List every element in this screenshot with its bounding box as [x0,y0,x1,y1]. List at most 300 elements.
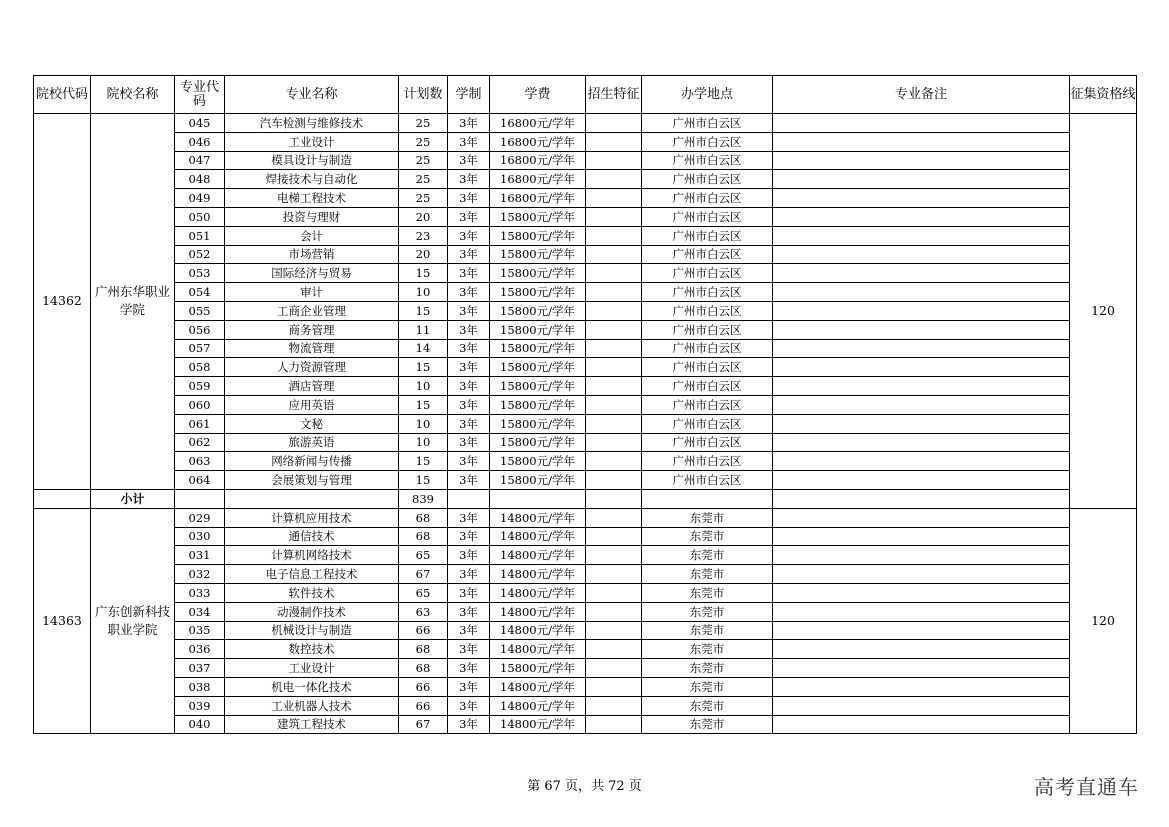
location-cell: 广州市白云区 [642,358,773,377]
location-cell: 东莞市 [642,565,773,584]
plan-cell: 65 [399,583,448,602]
table-row [34,659,1137,678]
threshold-cell: 120 [1070,114,1137,509]
location-cell: 东莞市 [642,696,773,715]
major-code-cell: 038 [175,677,225,696]
table-row [34,546,1137,565]
location-cell: 广州市白云区 [642,170,773,189]
major-code-cell: 035 [175,621,225,640]
table-row [34,189,1137,208]
note-cell [773,339,1070,358]
header-plan: 计划数 [399,76,448,114]
major-code-cell: 032 [175,565,225,584]
note-cell [773,414,1070,433]
major-name-cell: 人力资源管理 [225,358,399,377]
table-row [34,207,1137,226]
plan-cell: 14 [399,339,448,358]
location-cell: 广州市白云区 [642,264,773,283]
major-name-cell: 商务管理 [225,320,399,339]
fee-cell: 14800元/学年 [490,640,586,659]
plan-cell: 25 [399,189,448,208]
years-cell: 3年 [448,132,490,151]
location-cell: 广州市白云区 [642,414,773,433]
years-cell: 3年 [448,621,490,640]
table-row [34,640,1137,659]
years-cell: 3年 [448,245,490,264]
fee-cell: 15800元/学年 [490,659,586,678]
major-name-cell: 汽车检测与维修技术 [225,114,399,133]
table-row [34,583,1137,602]
fee-cell: 16800元/学年 [490,151,586,170]
header-major-name: 专业名称 [225,76,399,114]
feature-cell [586,283,642,302]
years-cell: 3年 [448,452,490,471]
years-cell: 3年 [448,395,490,414]
fee-cell: 15800元/学年 [490,301,586,320]
feature-cell [586,433,642,452]
subtotal-row [34,489,1137,508]
major-code-cell: 031 [175,546,225,565]
years-cell: 3年 [448,471,490,490]
feature-cell [586,602,642,621]
note-cell [773,114,1070,133]
table-row [34,414,1137,433]
feature-cell [586,377,642,396]
years-cell: 3年 [448,207,490,226]
table-row [34,471,1137,490]
major-code-cell: 056 [175,320,225,339]
table-row [34,358,1137,377]
plan-cell: 66 [399,696,448,715]
table-row [34,170,1137,189]
location-cell: 广州市白云区 [642,283,773,302]
major-code-cell: 058 [175,358,225,377]
table-row [34,715,1137,734]
years-cell: 3年 [448,508,490,527]
years-cell: 3年 [448,602,490,621]
note-cell [773,264,1070,283]
feature-cell [586,301,642,320]
school-code-cell: 14363 [34,508,91,734]
plan-cell: 20 [399,207,448,226]
plan-cell: 63 [399,602,448,621]
years-cell: 3年 [448,320,490,339]
fee-cell: 15800元/学年 [490,245,586,264]
years-cell: 3年 [448,715,490,734]
note-cell [773,377,1070,396]
fee-cell: 14800元/学年 [490,696,586,715]
note-cell [773,677,1070,696]
major-code-cell: 061 [175,414,225,433]
major-name-cell: 电子信息工程技术 [225,565,399,584]
major-code-cell: 048 [175,170,225,189]
location-cell: 广州市白云区 [642,395,773,414]
fee-cell: 14800元/学年 [490,565,586,584]
fee-cell: 15800元/学年 [490,377,586,396]
note-cell [773,245,1070,264]
location-cell: 广州市白云区 [642,189,773,208]
years-cell: 3年 [448,565,490,584]
note-cell [773,226,1070,245]
major-name-cell: 焊接技术与自动化 [225,170,399,189]
plan-cell: 66 [399,621,448,640]
note-cell [773,301,1070,320]
note-cell [773,546,1070,565]
feature-cell [586,527,642,546]
years-cell: 3年 [448,696,490,715]
feature-cell [586,114,642,133]
location-cell: 广州市白云区 [642,301,773,320]
note-cell [773,508,1070,527]
major-name-cell: 工商企业管理 [225,301,399,320]
header-years: 学制 [448,76,490,114]
note-cell [773,659,1070,678]
feature-cell [586,189,642,208]
table-row [34,452,1137,471]
table-row [34,151,1137,170]
subtotal-empty-cell [773,489,1070,508]
fee-cell: 16800元/学年 [490,189,586,208]
table-row [34,339,1137,358]
header-school-name: 院校名称 [91,76,175,114]
plan-cell: 15 [399,301,448,320]
table-row [34,696,1137,715]
subtotal-empty-cell [448,489,490,508]
fee-cell: 15800元/学年 [490,358,586,377]
subtotal-empty-cell [586,489,642,508]
major-name-cell: 网络新闻与传播 [225,452,399,471]
years-cell: 3年 [448,358,490,377]
table-row [34,320,1137,339]
plan-cell: 10 [399,377,448,396]
fee-cell: 15800元/学年 [490,471,586,490]
major-code-cell: 064 [175,471,225,490]
major-code-cell: 063 [175,452,225,471]
major-code-cell: 062 [175,433,225,452]
major-code-cell: 050 [175,207,225,226]
table-row [34,283,1137,302]
watermark: 高考直通车 [1034,775,1139,799]
fee-cell: 15800元/学年 [490,395,586,414]
location-cell: 广州市白云区 [642,452,773,471]
major-name-cell: 动漫制作技术 [225,602,399,621]
years-cell: 3年 [448,677,490,696]
major-code-cell: 029 [175,508,225,527]
feature-cell [586,207,642,226]
feature-cell [586,621,642,640]
fee-cell: 16800元/学年 [490,132,586,151]
plan-cell: 15 [399,358,448,377]
table-row [34,245,1137,264]
major-name-cell: 工业设计 [225,659,399,678]
major-code-cell: 040 [175,715,225,734]
plan-cell: 15 [399,395,448,414]
plan-cell: 20 [399,245,448,264]
location-cell: 广州市白云区 [642,114,773,133]
major-name-cell: 酒店管理 [225,377,399,396]
major-code-cell: 060 [175,395,225,414]
plan-cell: 15 [399,452,448,471]
school-name-cell: 广州东华职业学院 [91,114,175,490]
subtotal-empty-cell [34,489,91,508]
major-name-cell: 机电一体化技术 [225,677,399,696]
major-name-cell: 文秘 [225,414,399,433]
location-cell: 广州市白云区 [642,207,773,226]
table-row [34,527,1137,546]
note-cell [773,358,1070,377]
major-code-cell: 053 [175,264,225,283]
fee-cell: 14800元/学年 [490,621,586,640]
plan-cell: 65 [399,546,448,565]
years-cell: 3年 [448,301,490,320]
location-cell: 东莞市 [642,602,773,621]
feature-cell [586,471,642,490]
note-cell [773,696,1070,715]
major-code-cell: 034 [175,602,225,621]
feature-cell [586,546,642,565]
years-cell: 3年 [448,151,490,170]
plan-cell: 25 [399,151,448,170]
fee-cell: 15800元/学年 [490,207,586,226]
school-code-cell: 14362 [34,114,91,490]
location-cell: 广州市白云区 [642,132,773,151]
note-cell [773,151,1070,170]
location-cell: 东莞市 [642,715,773,734]
feature-cell [586,677,642,696]
location-cell: 东莞市 [642,659,773,678]
location-cell: 广州市白云区 [642,320,773,339]
table-row [34,602,1137,621]
major-name-cell: 会展策划与管理 [225,471,399,490]
major-code-cell: 045 [175,114,225,133]
location-cell: 东莞市 [642,640,773,659]
feature-cell [586,696,642,715]
plan-cell: 68 [399,640,448,659]
major-code-cell: 030 [175,527,225,546]
location-cell: 东莞市 [642,527,773,546]
years-cell: 3年 [448,264,490,283]
school-name-cell: 广东创新科技职业学院 [91,508,175,734]
major-code-cell: 037 [175,659,225,678]
note-cell [773,395,1070,414]
table-row [34,677,1137,696]
major-name-cell: 国际经济与贸易 [225,264,399,283]
major-name-cell: 机械设计与制造 [225,621,399,640]
years-cell: 3年 [448,527,490,546]
table-row [34,508,1137,527]
years-cell: 3年 [448,170,490,189]
subtotal-empty-cell [175,489,225,508]
fee-cell: 14800元/学年 [490,715,586,734]
header-school-code: 院校代码 [34,76,91,114]
header-major-code: 专业代码 [175,76,225,114]
feature-cell [586,245,642,264]
table-row [34,433,1137,452]
years-cell: 3年 [448,226,490,245]
feature-cell [586,508,642,527]
fee-cell: 15800元/学年 [490,414,586,433]
feature-cell [586,640,642,659]
fee-cell: 14800元/学年 [490,546,586,565]
note-cell [773,189,1070,208]
note-cell [773,283,1070,302]
table-row [34,301,1137,320]
major-code-cell: 059 [175,377,225,396]
location-cell: 东莞市 [642,508,773,527]
location-cell: 东莞市 [642,546,773,565]
feature-cell [586,151,642,170]
major-code-cell: 047 [175,151,225,170]
major-code-cell: 051 [175,226,225,245]
location-cell: 东莞市 [642,621,773,640]
subtotal-label: 小计 [91,489,175,508]
years-cell: 3年 [448,433,490,452]
major-name-cell: 通信技术 [225,527,399,546]
fee-cell: 15800元/学年 [490,226,586,245]
location-cell: 东莞市 [642,583,773,602]
years-cell: 3年 [448,189,490,208]
note-cell [773,207,1070,226]
fee-cell: 14800元/学年 [490,583,586,602]
plan-cell: 68 [399,659,448,678]
feature-cell [586,414,642,433]
header-note: 专业备注 [773,76,1070,114]
major-name-cell: 工业机器人技术 [225,696,399,715]
fee-cell: 15800元/学年 [490,339,586,358]
table-row [34,226,1137,245]
major-name-cell: 投资与理财 [225,207,399,226]
major-code-cell: 055 [175,301,225,320]
fee-cell: 15800元/学年 [490,283,586,302]
feature-cell [586,565,642,584]
table-row [34,565,1137,584]
location-cell: 广州市白云区 [642,226,773,245]
major-code-cell: 054 [175,283,225,302]
major-name-cell: 模具设计与制造 [225,151,399,170]
feature-cell [586,659,642,678]
table-row [34,377,1137,396]
major-code-cell: 039 [175,696,225,715]
years-cell: 3年 [448,414,490,433]
feature-cell [586,264,642,283]
fee-cell: 15800元/学年 [490,320,586,339]
years-cell: 3年 [448,114,490,133]
major-code-cell: 057 [175,339,225,358]
major-code-cell: 033 [175,583,225,602]
major-name-cell: 旅游英语 [225,433,399,452]
plan-cell: 25 [399,114,448,133]
note-cell [773,132,1070,151]
fee-cell: 15800元/学年 [490,264,586,283]
table-row [34,621,1137,640]
header-row [34,76,1137,114]
plan-cell: 11 [399,320,448,339]
threshold-cell: 120 [1070,508,1137,734]
plan-cell: 15 [399,264,448,283]
feature-cell [586,320,642,339]
major-name-cell: 工业设计 [225,132,399,151]
table-row [34,395,1137,414]
plan-cell: 10 [399,283,448,302]
feature-cell [586,715,642,734]
fee-cell: 14800元/学年 [490,677,586,696]
note-cell [773,583,1070,602]
feature-cell [586,170,642,189]
location-cell: 广州市白云区 [642,339,773,358]
plan-cell: 10 [399,433,448,452]
major-name-cell: 计算机应用技术 [225,508,399,527]
major-code-cell: 052 [175,245,225,264]
note-cell [773,433,1070,452]
feature-cell [586,452,642,471]
note-cell [773,621,1070,640]
location-cell: 广州市白云区 [642,471,773,490]
note-cell [773,602,1070,621]
fee-cell: 16800元/学年 [490,114,586,133]
years-cell: 3年 [448,377,490,396]
location-cell: 广州市白云区 [642,377,773,396]
page-number: 第 67 页，共 72 页 [527,779,642,794]
major-name-cell: 应用英语 [225,395,399,414]
years-cell: 3年 [448,546,490,565]
major-name-cell: 会计 [225,226,399,245]
feature-cell [586,226,642,245]
enrollment-table [33,75,1137,734]
feature-cell [586,395,642,414]
major-name-cell: 审计 [225,283,399,302]
years-cell: 3年 [448,339,490,358]
note-cell [773,471,1070,490]
header-fee: 学费 [490,76,586,114]
location-cell: 东莞市 [642,677,773,696]
table-row [34,114,1137,133]
table-row [34,264,1137,283]
note-cell [773,527,1070,546]
major-name-cell: 软件技术 [225,583,399,602]
table-row [34,132,1137,151]
plan-cell: 15 [399,471,448,490]
plan-cell: 25 [399,170,448,189]
header-feature: 招生特征 [586,76,642,114]
fee-cell: 14800元/学年 [490,602,586,621]
major-code-cell: 049 [175,189,225,208]
years-cell: 3年 [448,640,490,659]
plan-cell: 10 [399,414,448,433]
major-name-cell: 市场营销 [225,245,399,264]
table-body [34,114,1137,734]
feature-cell [586,358,642,377]
years-cell: 3年 [448,283,490,302]
major-code-cell: 046 [175,132,225,151]
plan-cell: 68 [399,527,448,546]
feature-cell [586,583,642,602]
feature-cell [586,132,642,151]
subtotal-empty-cell [642,489,773,508]
note-cell [773,170,1070,189]
subtotal-value: 839 [399,489,448,508]
subtotal-empty-cell [225,489,399,508]
major-name-cell: 电梯工程技术 [225,189,399,208]
plan-cell: 25 [399,132,448,151]
years-cell: 3年 [448,583,490,602]
major-name-cell: 建筑工程技术 [225,715,399,734]
note-cell [773,640,1070,659]
note-cell [773,565,1070,584]
fee-cell: 16800元/学年 [490,170,586,189]
location-cell: 广州市白云区 [642,433,773,452]
fee-cell: 14800元/学年 [490,508,586,527]
fee-cell: 15800元/学年 [490,433,586,452]
